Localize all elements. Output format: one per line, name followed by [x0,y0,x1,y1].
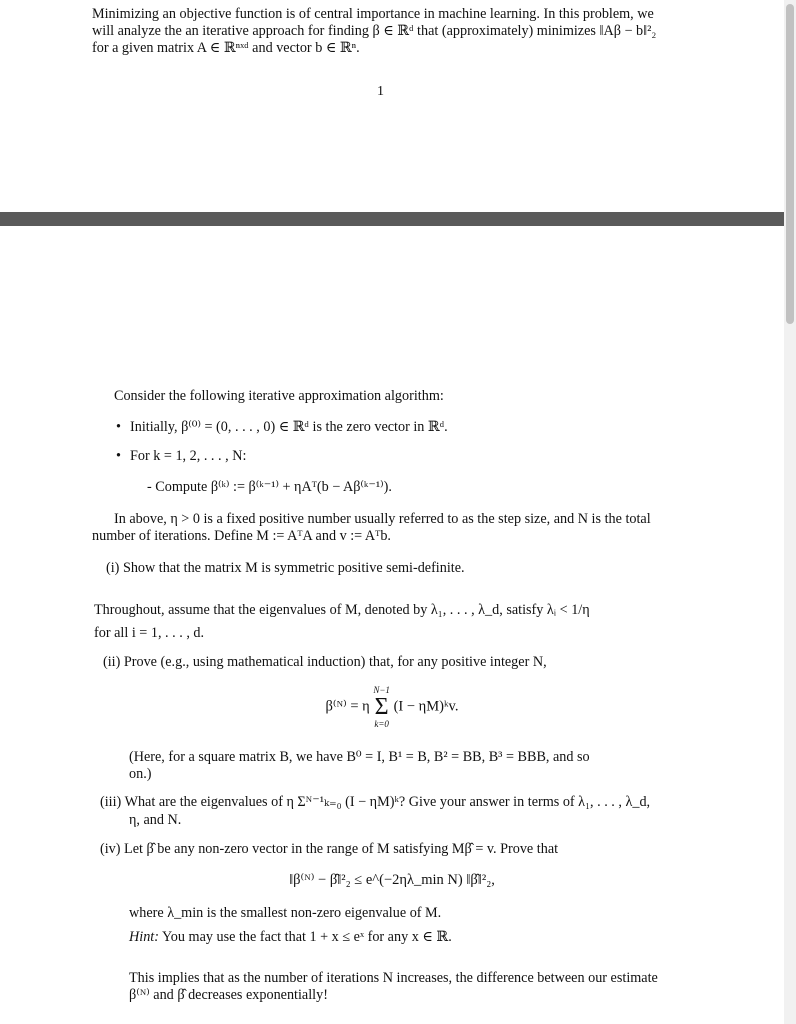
page-number: 1 [377,84,384,99]
part-iv-text: (iv) Let β̂ be any non-zero vector in the range of M satisfying Mβ̂ = v. Prove that [100,841,559,857]
summation [373,684,390,730]
bullet-2-text: For k = 1, 2, . . . , N: [130,448,247,464]
sum-lower-limit: k=0 [374,719,389,729]
part-ii-equation [0,684,784,730]
algorithm-step: - Compute β⁽ᵏ⁾ := β⁽ᵏ⁻¹⁾ + ηAᵀ(b − Aβ⁽ᵏ⁻¹⁾). [147,479,392,495]
eq-rhs: (I − ηM)ᵏv. [393,698,459,715]
algorithm-bullet-2 [116,448,246,465]
page-divider [0,212,784,226]
part-ii-note-line-1: (Here, for a square matrix B, we have B⁰ = I, B¹ = B, B² = BB, B³ = BBB, and so [129,749,590,765]
part-iii-line-1: (iii) What are the eigenvalues of η Σᴺ⁻¹ₖ₌₀ (I − ηM)ᵏ? Give your answer in terms of λ₁, . . . , λ_d, [100,794,651,810]
part-iv-inequality: ‖β⁽ᴺ⁾ − β̂‖²₂ ≤ e^(−2ηλ_min N) ‖β̂‖²₂, [289,872,495,888]
part-iv-where: where λ_min is the smallest non-zero eigenvalue of M. [129,905,442,921]
bullet-1-text: Initially, β⁽⁰⁾ = (0, . . . , 0) ∈ ℝᵈ is the zero vector in ℝᵈ. [130,419,448,435]
definitions-line-1: In above, η > 0 is a fixed positive number usually referred to as the step size, and N is the total [114,511,651,527]
bullet-icon: • [116,419,121,435]
part-ii-text: (ii) Prove (e.g., using mathematical induction) that, for any positive integer N, [103,654,547,670]
assumption-line-1: Throughout, assume that the eigenvalues of M, denoted by λ₁, . . . , λ_d, satisfy λᵢ < 1/η [94,602,590,618]
intro-line-2: will analyze the an iterative approach for finding β ∈ ℝᵈ that (approximately) minimizes ‖Aβ − b‖²₂ [92,23,657,39]
assumption-line-2: for all i = 1, . . . , d. [94,625,205,641]
scrollbar-thumb[interactable] [786,4,794,324]
intro-line-3: for a given matrix A ∈ ℝⁿˣᵈ and vector b ∈ ℝⁿ. [92,40,360,56]
part-iii-line-2: η, and N. [129,812,182,828]
part-ii-note-line-2: on.) [129,766,152,782]
intro-line-1: Minimizing an objective function is of central importance in machine learning. In this problem, we [92,6,654,22]
part-i: (i) Show that the matrix M is symmetric positive semi-definite. [106,560,465,576]
sum-upper-limit: N−1 [373,685,390,695]
part-iv-hint [129,929,452,946]
definitions-line-2: number of iterations. Define M := AᵀA and v := Aᵀb. [92,528,391,544]
hint-text: You may use the fact that 1 + x ≤ eˣ for any x ∈ ℝ. [161,929,452,945]
conclusion-line-2: β⁽ᴺ⁾ and β̂ decreases exponentially! [129,987,328,1003]
eq-lhs: β⁽ᴺ⁾ = η [325,698,370,715]
hint-label: Hint: [129,929,159,945]
conclusion-line-1: This implies that as the number of iterations N increases, the difference between our estimate [129,970,658,986]
algorithm-heading: Consider the following iterative approximation algorithm: [114,388,444,404]
sigma-icon: Σ [374,694,389,720]
bullet-icon: • [116,448,121,464]
algorithm-bullet-1 [116,419,448,436]
